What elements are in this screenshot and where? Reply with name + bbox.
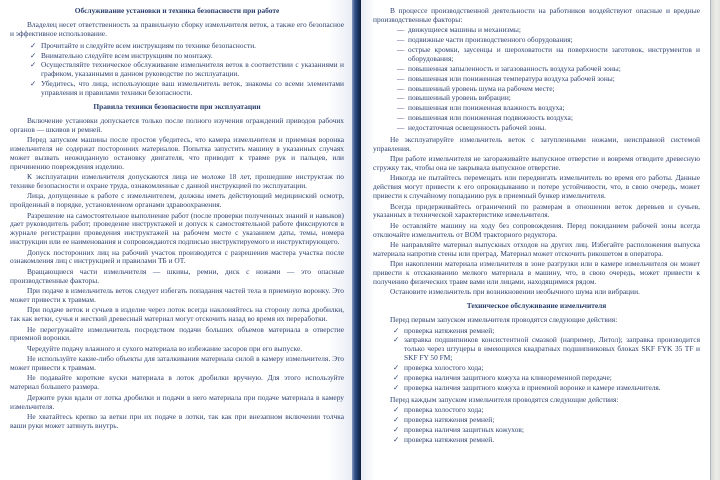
dash-bullet-icon: —: [397, 103, 405, 113]
hazard-item-text: повышенная или пониженная температура воздуха рабочей зоны;: [408, 73, 615, 83]
hazards-list: [373, 26, 700, 133]
safety-paragraphs: [10, 117, 344, 431]
hazard-item: [397, 114, 700, 123]
maintenance-check-item-text: проверка холостого хода;: [404, 363, 484, 372]
safety-paragraph: Держите руки вдали от лотка дробилки и подачи в него материала при подаче материала в камеру измельчителя.: [10, 392, 344, 411]
maintenance-check-item: [393, 327, 700, 336]
safety-paragraph: Чередуйте подачу влажного и сухого материала во избежание засоров при его выпуске.: [27, 343, 303, 353]
maintenance-check-item-text: заправка подшипников консистентной смазкой (например, Литол); заправка производится только через штуцеры в имеющихся квадратных подшипниковых блоках SKF FYK 35 TF и SKF FY 50 FM;: [404, 335, 700, 363]
hazards-intro: В процессе производственной деятельности на работников воздействуют опасные и вредные производственные факторы:: [373, 6, 700, 24]
section-title-safety-rules: Правила техники безопасности при эксплуатации: [93, 101, 261, 111]
maintenance-check-item: [393, 336, 700, 363]
dash-bullet-icon: —: [397, 123, 405, 132]
hazard-item: [397, 75, 700, 84]
document-title: Обслуживание установки и техника безопасности при работе: [74, 6, 280, 15]
check-bullet-icon: ✓: [393, 363, 400, 372]
safety-paragraph: Не используйте какие-либо объекты для заталкивания материала силой в камеру измельчителя. Это может привести к травмам.: [10, 354, 344, 372]
maintenance-check-item: [393, 406, 700, 415]
hazard-item: [397, 104, 700, 113]
operation-paragraphs: [373, 136, 700, 297]
operation-paragraph: Никогда не пытайтесь перемещать или передвигать измельчитель во время его работы. Данные действия могут привести к его опрокидыванию и потере устойчивости, что, в свою очередь, может привести к случайному попаданию рук в приемный бункер измельчителя.: [373, 173, 700, 201]
checklist-item: [30, 61, 344, 79]
maintenance-check-item-text: проверка наличия защитных кожухов;: [404, 424, 524, 434]
operation-paragraph: Не оставляйте машину на ходу без сопровождения. Перед покиданием рабочей зоны всегда отключайте измельчитель от ВОМ тракторного редуктора.: [373, 220, 700, 239]
hazard-item: [397, 36, 700, 45]
safety-paragraph: Не перегружайте измельчитель посредством подачи больших объемов материала в отверстие приемной воронки.: [10, 324, 344, 343]
dash-bullet-icon: —: [397, 73, 405, 83]
section-title-maintenance: Техническое обслуживание измельчителя: [466, 301, 607, 311]
check-bullet-icon: ✓: [30, 50, 37, 60]
page-spine: [352, 0, 361, 480]
check-bullet-icon: ✓: [393, 414, 400, 424]
safety-paragraph: Не хватайтесь крепко за ветки при их подаче в лотки, так как при внезапном включении толчка ваши руки может затянуть внутрь.: [10, 411, 344, 430]
check-bullet-icon: ✓: [393, 424, 400, 434]
dash-bullet-icon: —: [397, 93, 405, 103]
operation-paragraph: Не направляйте материал выпускных отходов на других лиц. Избегайте расположения выпуска материала напротив стены или преград. Материал может отскочить рикошетом в оператора.: [373, 240, 700, 258]
checklist-item-text: Осуществляйте техническое обслуживание измельчителя веток в соответствии с указаниями и графиком, указанными в данном руководстве по эксплуатации.: [41, 60, 344, 79]
check-bullet-icon: ✓: [393, 382, 400, 392]
safety-paragraph: Не подавайте короткие куски материала в лоток дробилки вручную. Для этого используйте материал большего размера.: [10, 373, 344, 392]
safety-paragraph: Разрешение на самостоятельное выполнение работ (после проверки полученных знаний и навыков) дает руководитель работ; проведение инструктажей и допуск к самостоятельной работе фиксируются в журнале регистрации проведения инструктажей на рабочем месте с указанием даты, темы, номера инструкции или ее наименования и сопровождаются подписью инструктируемого и инструктирующего.: [10, 210, 344, 247]
first-start-checklist: [373, 327, 700, 393]
hazard-item: [397, 124, 700, 133]
owner-checklist: [10, 42, 344, 98]
dash-bullet-icon: —: [397, 83, 405, 93]
maintenance-check-item: [393, 426, 700, 435]
safety-paragraph: Допуск посторонних лиц на рабочий участок производится с разрешения мастера участка после ознакомления лиц с инструкцией и правилами ТБ и ОТ.: [10, 247, 344, 266]
check-bullet-icon: ✓: [393, 372, 400, 382]
check-bullet-icon: ✓: [30, 60, 37, 70]
dash-bullet-icon: —: [397, 63, 405, 73]
first-start-label: Перед первым запуском измельчителя проводятся следующие действия:: [390, 315, 618, 325]
check-bullet-icon: ✓: [393, 335, 400, 345]
safety-paragraph: Включение установки допускается только после полного изучения ограждений приводов рабочих органов — шкивов и ремней.: [10, 115, 344, 134]
check-bullet-icon: ✓: [30, 79, 37, 89]
maintenance-check-item: [393, 416, 700, 425]
hazard-item-text: повышенная или пониженная влажность воздуха;: [408, 103, 565, 113]
maintenance-check-item: [393, 384, 700, 393]
maintenance-check-item: [393, 374, 700, 383]
operation-paragraph: Всегда придерживайтесь ограничений по размерам в отношении веток деревьев и сучьев, указанных в технической характеристике измельчителя.: [373, 201, 700, 220]
dash-bullet-icon: —: [397, 113, 405, 123]
checklist-item-text: Прочитайте и следуйте всем инструкциям по технике безопасности.: [41, 40, 257, 50]
check-bullet-icon: ✓: [393, 405, 400, 414]
page-edge: [710, 0, 720, 480]
safety-paragraph: При подаче веток и сучьев в изделие через лоток всегда наклоняйтесь на сторону лотка дробилки, так как ветки, сучья и жесткий древесный материал могут отскочить назад во время их переработки.: [10, 305, 344, 324]
hazard-item-text: недостаточная освещенность рабочей зоны.: [408, 123, 547, 132]
hazard-item-text: повышенная или пониженная подвижность воздуха;: [408, 113, 573, 123]
checklist-item-text: Убедитесь, что лица, использующие ваш измельчитель веток, знакомы со всеми элементами управления и правилами техники безопасности.: [41, 79, 344, 97]
maintenance-check-item: [393, 436, 700, 445]
check-bullet-icon: ✓: [30, 40, 37, 50]
safety-paragraph: Лица, допущенные к работе с измельчителем, должны иметь действующий медицинский осмотр, пройденный в порядке, установленном органами здравоохранения.: [10, 191, 344, 210]
operation-paragraph: Остановите измельчитель при возникновении необычного шума или вибрации.: [390, 287, 640, 297]
maintenance-check-item-text: проверка натяжения ремней.: [404, 434, 495, 444]
maintenance-check-item-text: проверка наличия защитного кожуха на клиноременной передаче;: [404, 372, 612, 382]
maintenance-check-item-text: проверка натяжения ремней;: [404, 414, 495, 424]
hazard-item: [397, 85, 700, 94]
each-start-checklist: [373, 406, 700, 445]
check-bullet-icon: ✓: [393, 434, 400, 444]
hazard-item-text: подвижные части производственного оборудования;: [408, 35, 573, 45]
hazard-item-text: повышенный уровень вибрации;: [408, 93, 511, 103]
hazard-item-text: движущиеся машины и механизмы;: [408, 25, 521, 35]
page-left: [0, 0, 352, 480]
intro-paragraph: Владелец несет ответственность за правильную сборку измельчителя веток, а также его безопасное и эффективное использование.: [10, 19, 344, 38]
safety-paragraph: К эксплуатации измельчителя допускаются лица не моложе 18 лет, прошедшие инструктаж по технике безопасности и охране труда, ознакомленные с данной инструкцией по эксплуатации.: [10, 172, 344, 190]
operation-paragraph: Не эксплуатируйте измельчитель веток с затупленными ножами, неисправной системой управления.: [373, 134, 700, 153]
hazard-item-text: повышенная запыленность и загазованность воздуха рабочей зоны;: [408, 63, 621, 73]
page-right: [361, 0, 710, 480]
each-start-label: Перед каждым запуском измельчителя проводятся следующие действия:: [390, 394, 619, 404]
dash-bullet-icon: —: [397, 35, 405, 45]
maintenance-check-item-text: проверка натяжения ремней;: [404, 325, 495, 335]
checklist-item: [30, 80, 344, 98]
dash-bullet-icon: —: [397, 45, 405, 54]
maintenance-check-item: [393, 364, 700, 373]
hazard-item: [397, 46, 700, 64]
check-bullet-icon: ✓: [393, 325, 400, 335]
safety-paragraph: Вращающиеся части измельчителя — шкивы, ремни, диск с ножами — это опасные производственные факторы.: [10, 266, 344, 285]
hazard-item-text: острые кромки, заусенцы и шероховатости на поверхности заготовок, инструментов и оборудования;: [408, 45, 700, 63]
checklist-item-text: Внимательно следуйте всем инструкциям по монтажу.: [41, 50, 213, 60]
maintenance-check-item-text: проверка холостого хода;: [404, 405, 484, 414]
safety-paragraph: При подаче в измельчитель веток следует избегать попадания частей тела в приемную воронку. Это может привести к травмам.: [10, 286, 344, 304]
safety-paragraph: Перед запуском машины после простоя убедитесь, что камера измельчителя и приемная воронка измельчителя не содержат посторонних материалов. Попытка запустить машину в указанных случаях может вызвать неожиданную остановку двигателя, что приводит к травме рук и пальцев, или причинению повреждения изделию.: [10, 135, 344, 171]
checklist-item: [30, 42, 344, 51]
hazard-item-text: повышенный уровень шума на рабочем месте;: [408, 83, 555, 93]
hazard-item: [397, 94, 700, 103]
maintenance-check-item-text: проверка наличия защитного кожуха в приемной воронке и камере измельчителя.: [404, 382, 661, 392]
checklist-item: [30, 52, 344, 61]
hazard-item: [397, 26, 700, 35]
operation-paragraph: При накоплении материала измельчителя в зоне разгрузки или в камере измельчителя он может привести к отскакиванию мелкого материала в машину, что, в свою очередь, может привести к получению физических травм вами или лицами, находящимися рядом.: [373, 259, 700, 286]
hazard-item: [397, 65, 700, 74]
operation-paragraph: При работе измельчителя не загораживайте выпускное отверстие и вовремя отводите древесную стружку так, чтобы она не закрывала выпускное отверстие.: [373, 154, 700, 172]
dash-bullet-icon: —: [397, 25, 405, 35]
